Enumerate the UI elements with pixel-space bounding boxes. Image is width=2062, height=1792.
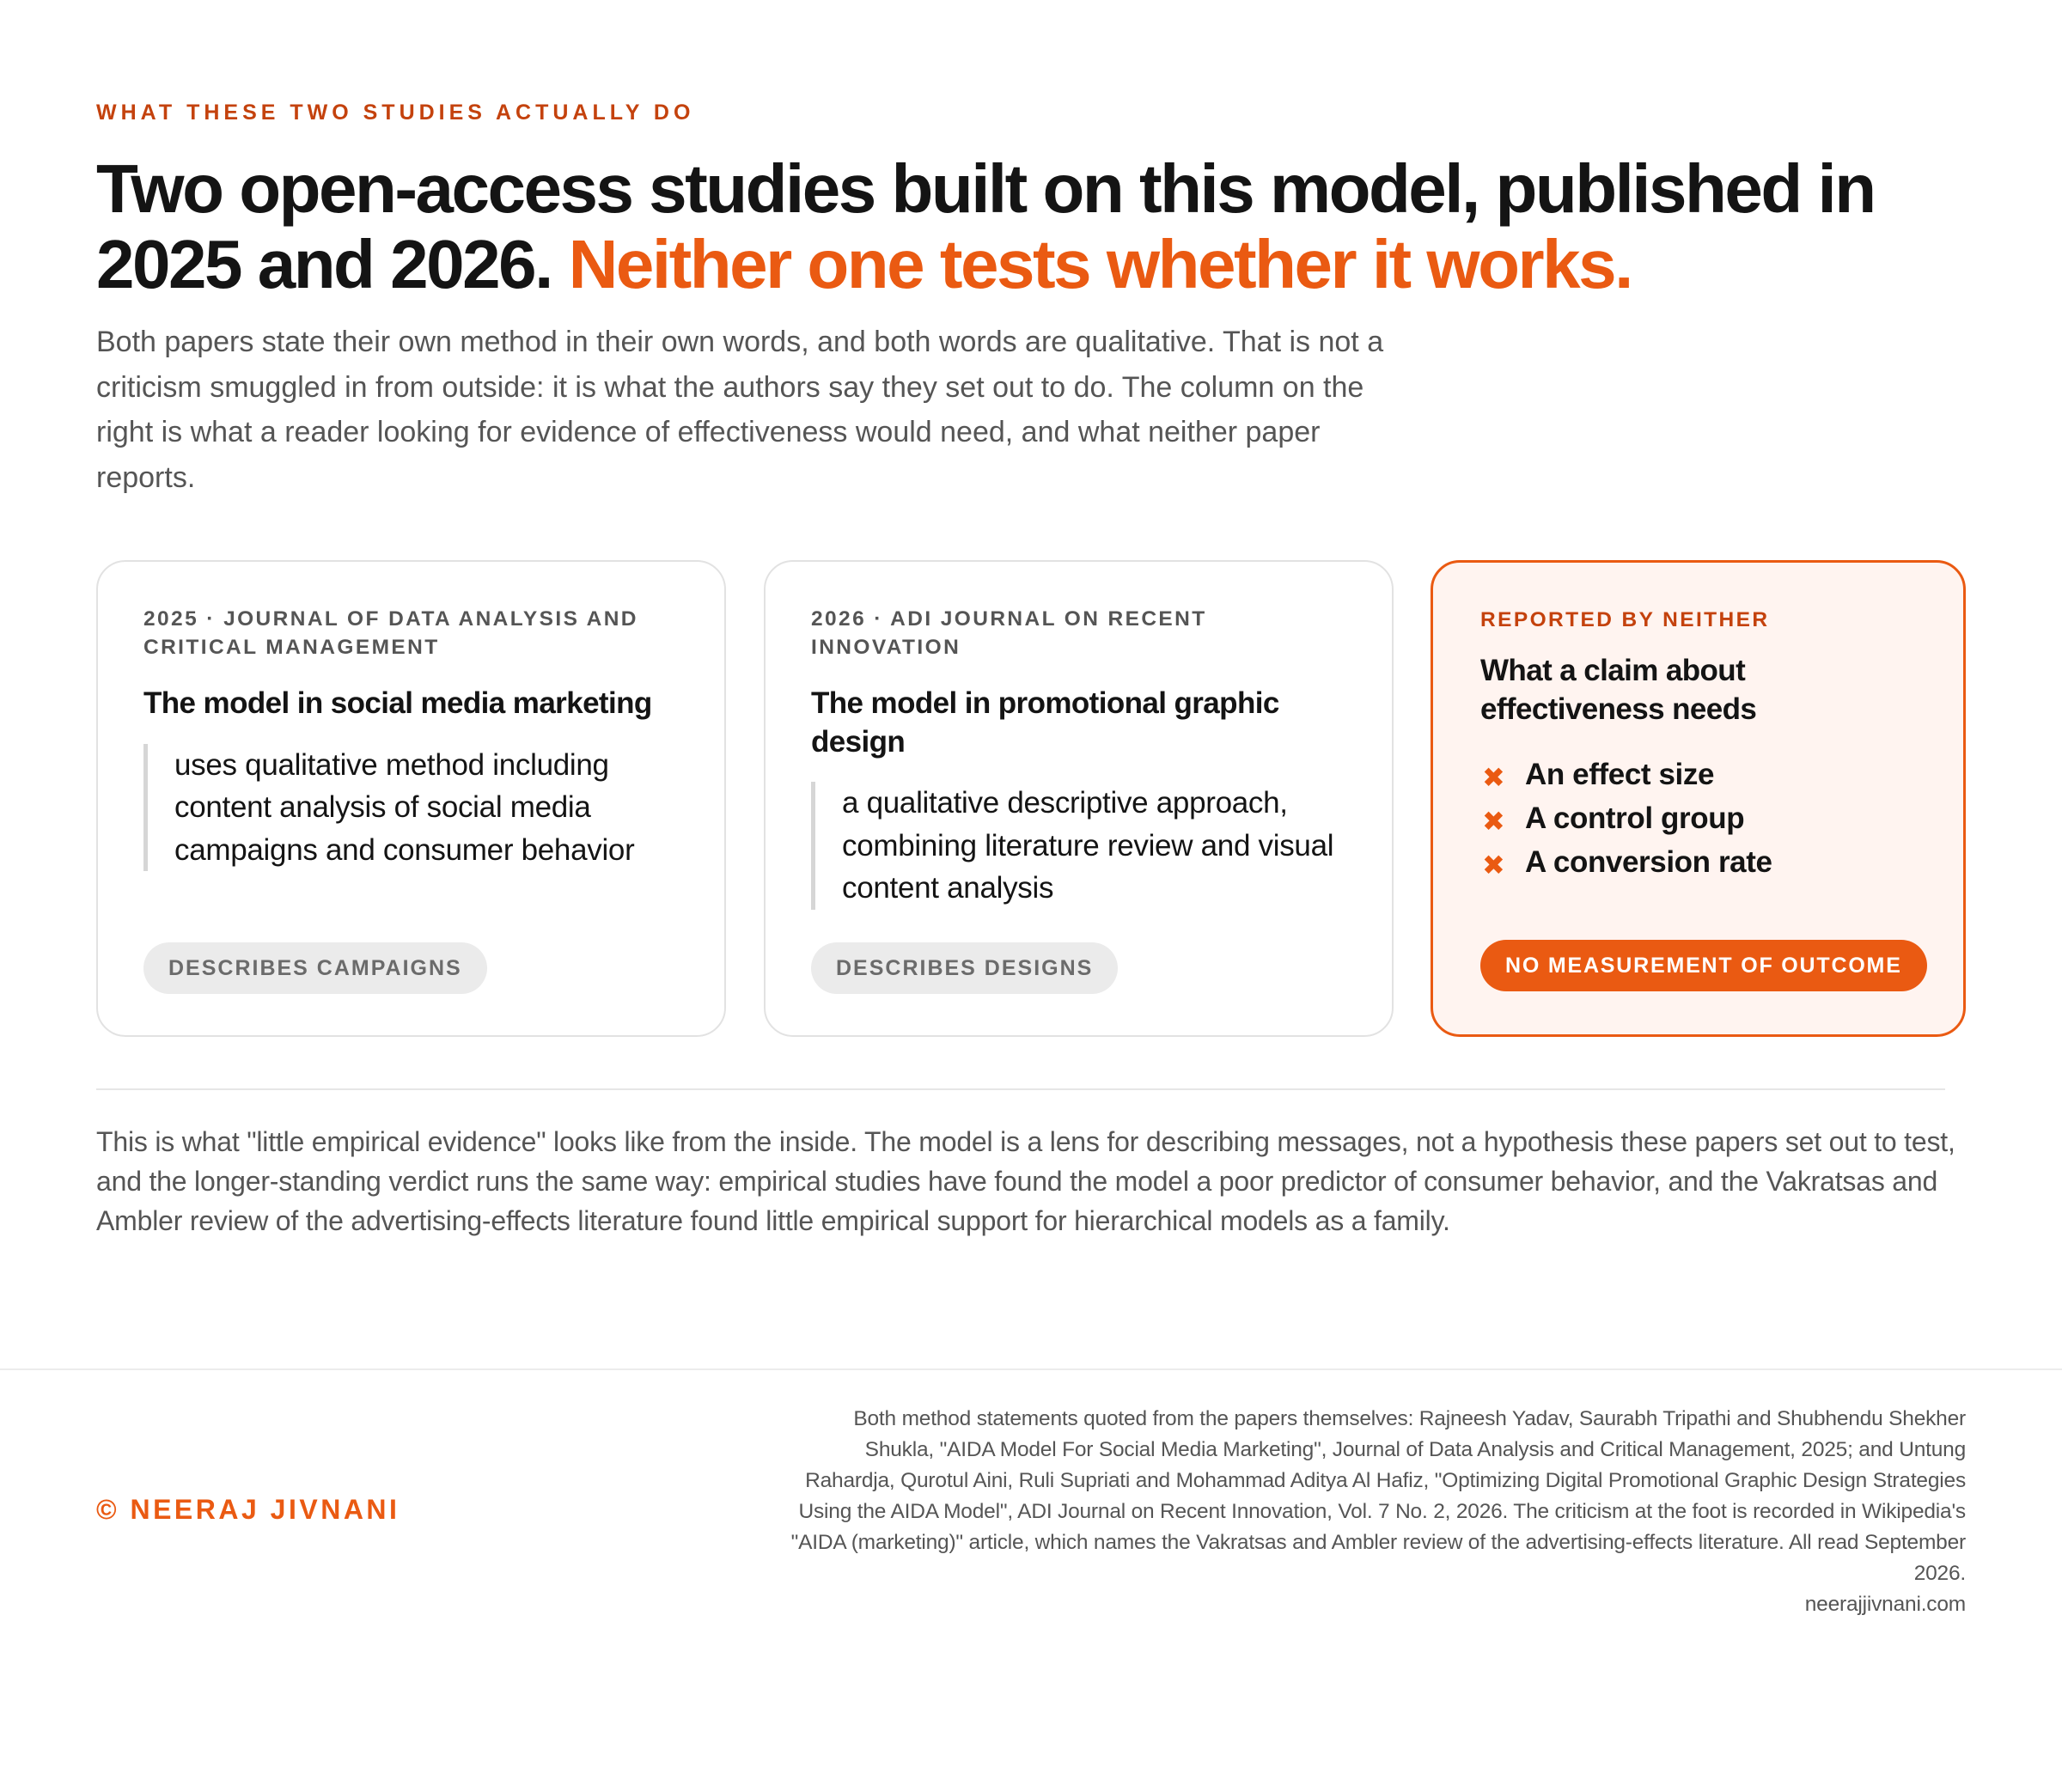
- method-quote: a qualitative descriptive approach, combining literature review and visual content analysis: [811, 782, 1347, 910]
- card-title: The model in promotional graphic design: [811, 686, 1279, 759]
- status-badge: DESCRIBES DESIGNS: [811, 942, 1118, 994]
- conclusion-paragraph: This is what "little empirical evidence" looks like from the inside. The model is a lens for describing messages, not a hypothesis these papers set out to test, and the longer-standing verdict runs the same way: empirical studies have found the model a poor predictor of consumer behavior, and the Vakratsas and Ambler review of the advertising-effects literature found little empirical support for hierarchical models as a family.: [96, 1126, 1955, 1236]
- card-kicker: 2025 · JOURNAL OF DATA ANALYSIS AND CRITICAL MANAGEMENT: [143, 607, 638, 659]
- footer-divider: [0, 1368, 2062, 1370]
- list-item: ✖ An effect size: [1480, 753, 1920, 796]
- cross-icon: ✖: [1482, 806, 1505, 837]
- study-card-2025: [96, 560, 726, 1037]
- method-quote: uses qualitative method including content analysis of social media campaigns and consumer behavior: [143, 744, 680, 872]
- card-kicker: 2026 · ADI JOURNAL ON RECENT INNOVATION: [811, 607, 1207, 659]
- sources-text: Both method statements quoted from the papers themselves: Rajneesh Yadav, Saurabh Tripathi and Shubhendu Shekher Shukla, "AIDA Model For Social Media Marketing", Journal of Data Analysis and Critical Management, 2025; and Untung Rahardja, Qurotul Aini, Ruli Supriati and Mohammad Aditya Al Hafiz, "Optimizing Digital Promotional Graphic Design Strategies Using the AIDA Model", ADI Journal on Recent Innovation, Vol. 7 No. 2, 2026. The criticism at the foot is recorded in Wikipedia's "AIDA (marketing)" article, which names the Vakratsas and Ambler review of the advertising-effects literature. All read September 2026.: [790, 1407, 1966, 1585]
- page-title: [96, 151, 1969, 302]
- headline-main: Two open-access studies built on this model, published in 2025 and 2026.: [96, 150, 1875, 302]
- site-url: neerajjivnani.com: [1804, 1593, 1966, 1616]
- needs-list: [1480, 753, 1920, 884]
- eyebrow: WHAT THESE TWO STUDIES ACTUALLY DO: [96, 101, 695, 125]
- status-badge: NO MEASUREMENT OF OUTCOME: [1480, 940, 1927, 991]
- divider: [96, 1088, 1945, 1090]
- sources-note: [780, 1404, 1966, 1620]
- card-kicker: REPORTED BY NEITHER: [1480, 608, 1770, 631]
- cross-icon: ✖: [1482, 850, 1505, 881]
- card-title: The model in social media marketing: [143, 686, 652, 720]
- intro-paragraph: Both papers state their own method in their own words, and both words are qualitative. That is not a criticism smuggled in from outside: it is what the authors say they set out to do. The column on the right is what a reader looking for evidence of effectiveness would need, and what neither paper reports.: [96, 326, 1384, 494]
- brand-credit: © NEERAJ JIVNANI: [96, 1494, 400, 1525]
- card-title: What a claim about effectiveness needs: [1480, 654, 1757, 726]
- headline-accent: Neither one tests whether it works.: [568, 226, 1632, 302]
- status-badge: DESCRIBES CAMPAIGNS: [143, 942, 487, 994]
- study-card-2026: [764, 560, 1394, 1037]
- cross-icon: ✖: [1482, 762, 1505, 793]
- list-item: ✖ A control group: [1480, 796, 1920, 840]
- list-item: ✖ A conversion rate: [1480, 840, 1920, 884]
- reported-by-neither-card: [1431, 560, 1966, 1037]
